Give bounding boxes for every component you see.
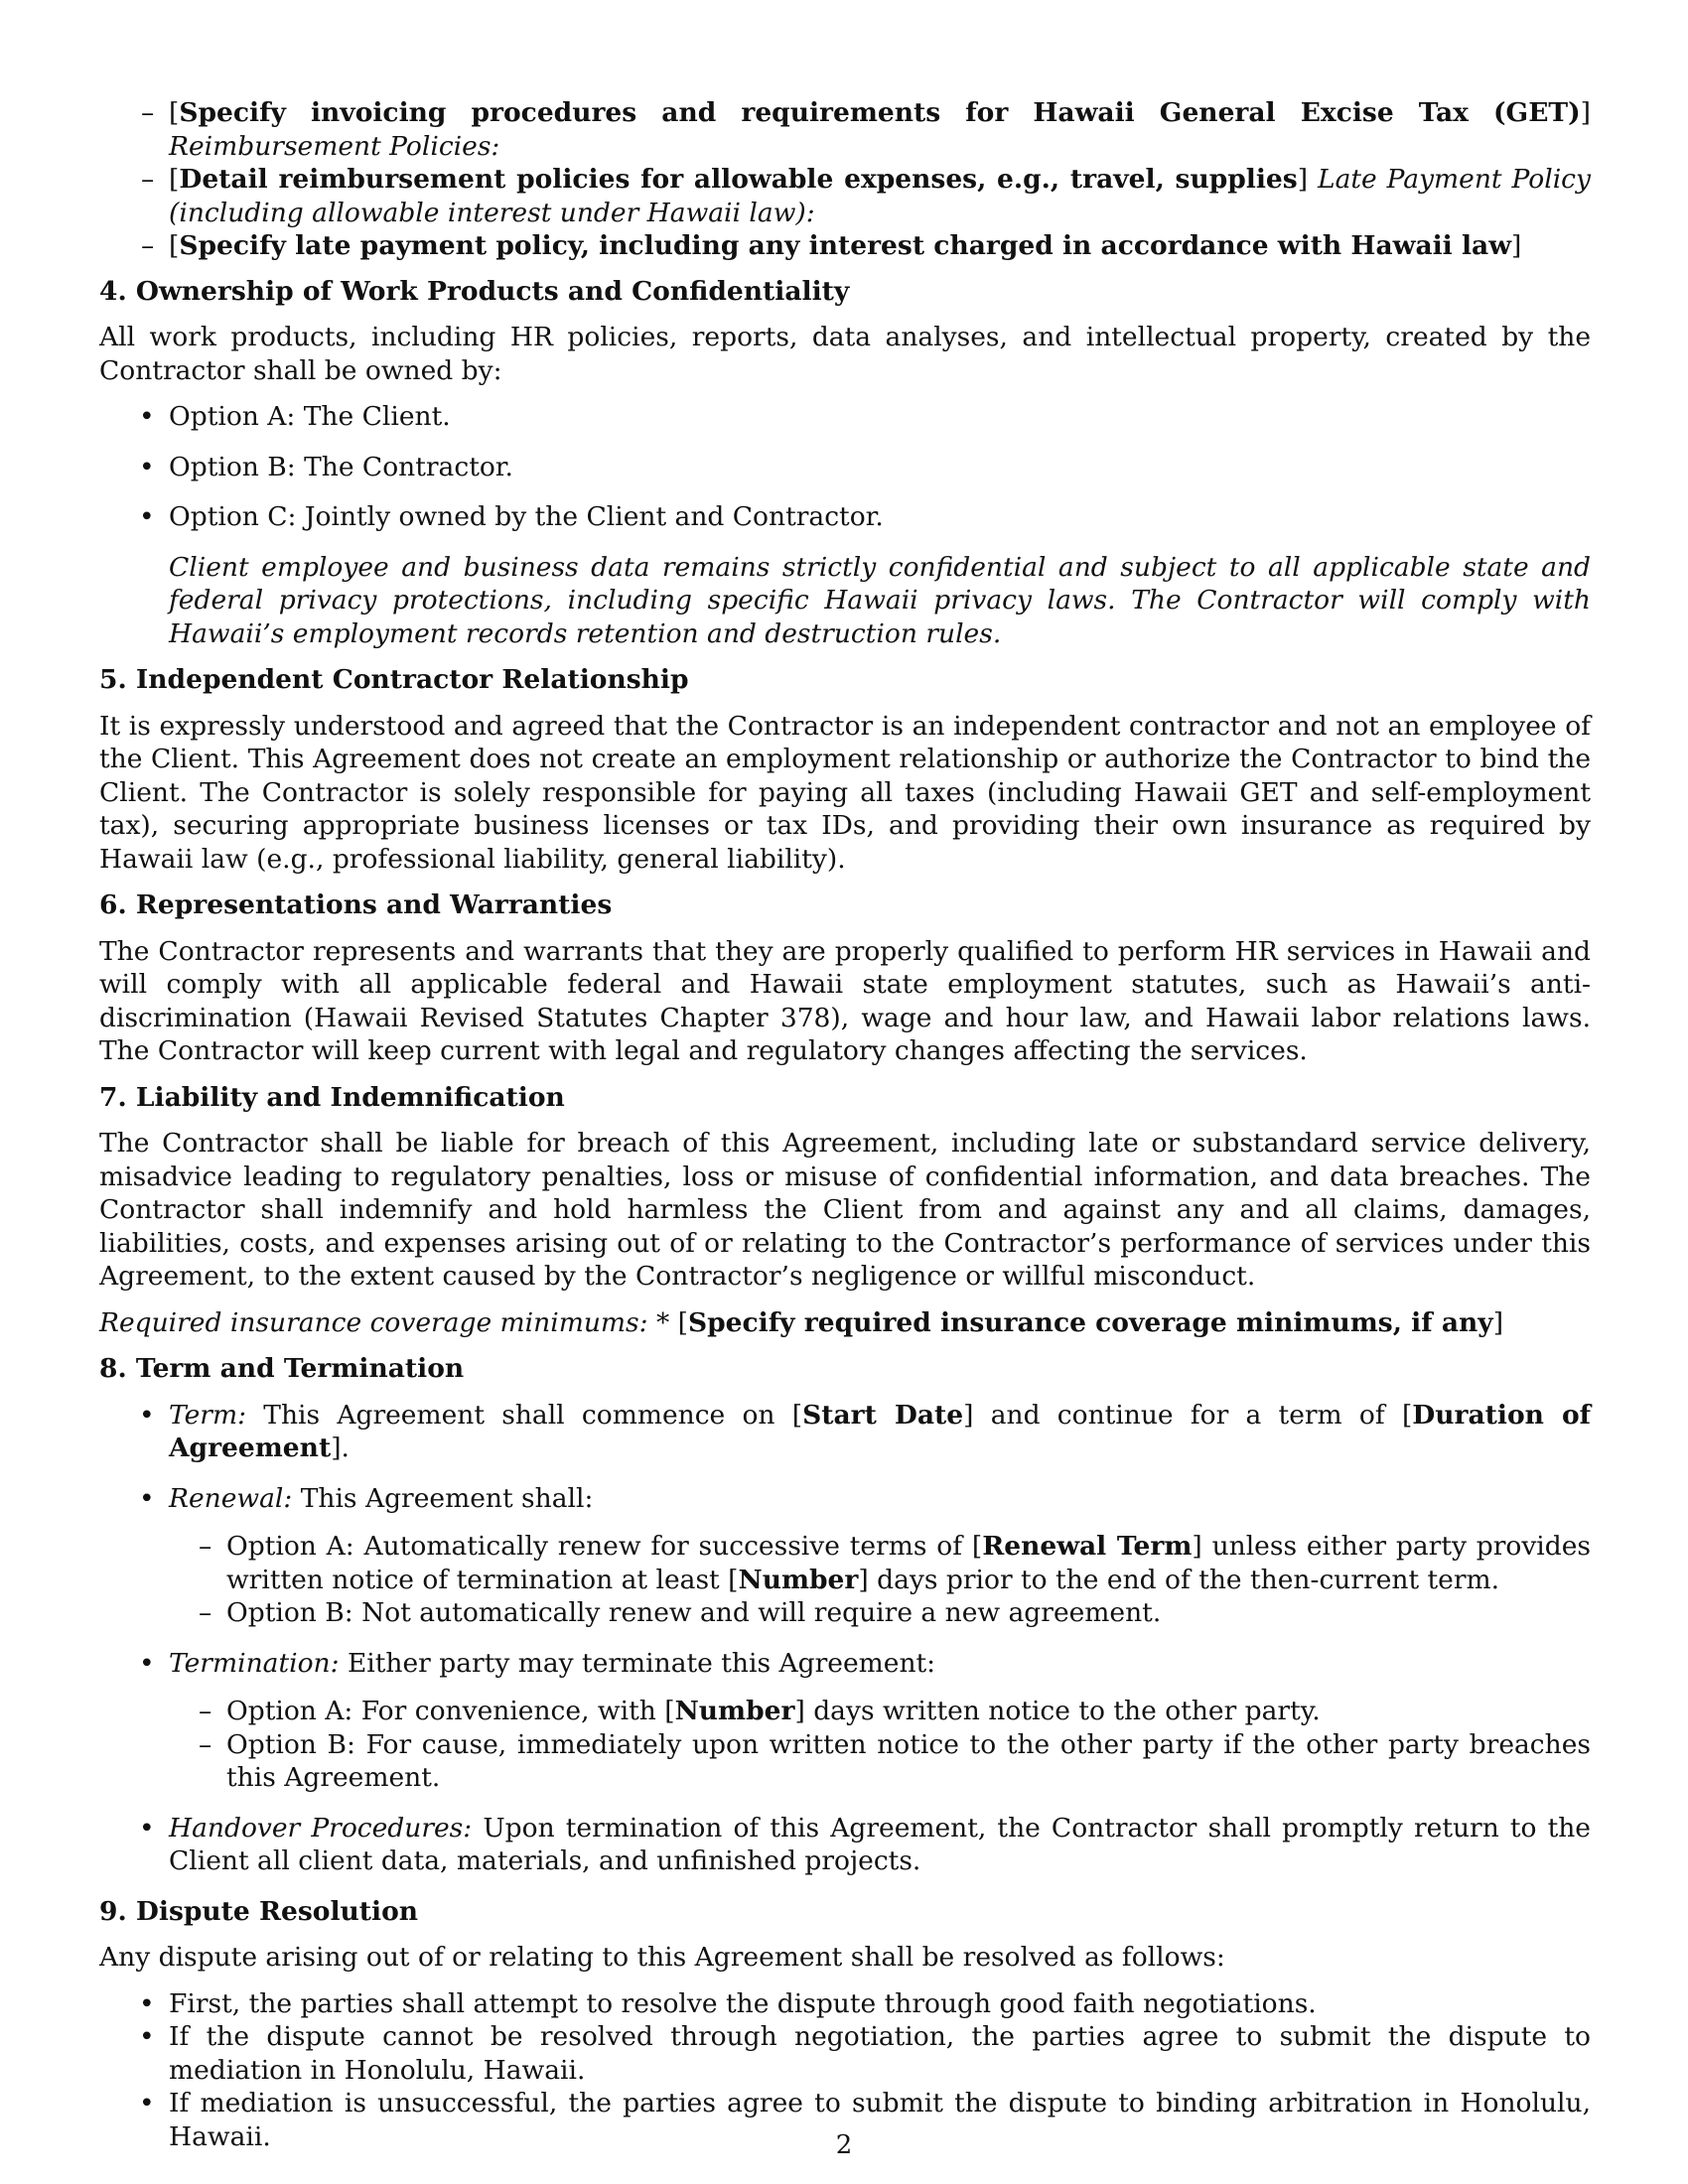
termination-options [169, 1695, 1591, 1795]
start-date-placeholder: Start Date [802, 1399, 964, 1431]
list-item: – Option B: For cause, immediately upon written notice to the other party if the other party breaches this Agreement. [199, 1728, 1591, 1793]
section9-intro: Any dispute arising out of or relating to this Agreement shall be resolved as follows: [99, 1942, 1225, 1973]
list-item: • If the dispute cannot be resolved through negotiation, the parties agree to submit the dispute to mediation in Honolulu, Hawaii. [139, 2021, 1591, 2086]
section4-heading: 4. Ownership of Work Products and Confidentiality [99, 275, 850, 307]
handover-item: • Handover Procedures: Upon termination of this Agreement, the Contractor shall promptly return to the Client all client data, materials, and unfinished projects. [139, 1812, 1591, 1876]
list-item: – [Specify late payment policy, including any interest charged in accordance with Hawaii law] [141, 230, 1522, 261]
confidentiality-note: Client employee and business data remains strictly confidential and subject to all applicable state and federal privacy protections, including specific Hawaii privacy laws. The Contractor will comply with Hawaii’s employment records retention and destruction rules. [169, 551, 1591, 649]
list-item: – Option A: For convenience, with [Number] days written notice to the other party. [199, 1696, 1321, 1726]
termination-item: • Termination: Either party may terminate this Agreement: – Option A: For convenience, with [Number] days written notice to the other party. – Option B: For cause, immediately upon written notice to the other party if the other party breaches this Agreement. [139, 1647, 1591, 1793]
section7-heading: 7. Liability and Indemnification [99, 1081, 565, 1113]
section5-body: It is expressly understood and agreed that the Contractor is an independent contractor and not an employee of the Client. This Agreement does not create an employment relationship or authorize the Contractor to bind the Client. The Contractor is solely responsible for paying all taxes (including Hawaii GET and self-employment tax), securing appropriate business licenses or tax IDs, and providing their own insurance as required by Hawaii law (e.g., professional liability, general liability). [99, 710, 1591, 875]
list-item: • First, the parties shall attempt to resolve the dispute through good faith negotiations. [139, 1987, 1317, 2019]
section3-payment-list [99, 96, 1591, 263]
term-item: • Term: This Agreement shall commence on [Start Date] and continue for a term of [Duration of Agreement]. [139, 1399, 1592, 1463]
term-termination-list [99, 1399, 1591, 1878]
duration-placeholder: Duration of Agreement [169, 1399, 1592, 1463]
renewal-item: • Renewal: This Agreement shall: – Option A: Automatically renew for successive terms of [Renewal Term] unless either party provides written notice of termination at least [Number] days prior to the end of the then-current term. – Option B: Not automatically renew and will require a new agreement. [139, 1482, 1592, 1628]
list-item: – [Specify invoicing procedures and requirements for Hawaii General Excise Tax (GET)] Reimbursement Policies: [141, 97, 1591, 162]
renewal-options [169, 1530, 1591, 1630]
ownership-options [99, 400, 1591, 534]
section4-intro: All work products, including HR policies, reports, data analyses, and intellectual property, created by the Contractor shall be owned by: [99, 322, 1591, 386]
list-item: • Option C: Jointly owned by the Client and Contractor. [139, 501, 884, 532]
list-item: • If mediation is unsuccessful, the parties agree to submit the dispute to binding arbitration in Honolulu, Hawaii. [139, 2088, 1591, 2152]
list-item: – [Detail reimbursement policies for allowable expenses, e.g., travel, supplies] Late Payment Policy (including allowable interest under Hawaii law): [141, 164, 1591, 228]
list-item: • Option B: The Contractor. [139, 451, 513, 482]
section5-heading: 5. Independent Contractor Relationship [99, 664, 689, 695]
section6-heading: 6. Representations and Warranties [99, 889, 613, 920]
section6-body: The Contractor represents and warrants that they are properly qualified to perform HR services in Hawaii and will comply with all applicable federal and Hawaii state employment statutes, such as Hawaii’s anti-discrimination (Hawaii Revised Statutes Chapter 378), wage and hour law, and Hawaii labor relations laws. The Contractor will keep current with legal and regulatory changes affecting the services. [99, 935, 1591, 1066]
list-item: – Option A: Automatically renew for successive terms of [Renewal Term] unless either party provides written notice of termination at least [Number] days prior to the end of the then-current term. [199, 1531, 1592, 1595]
list-item: • Option A: The Client. [139, 401, 451, 432]
document-page [99, 96, 1591, 2153]
list-item: – Option B: Not automatically renew and will require a new agreement. [199, 1597, 1162, 1628]
section9-heading: 9. Dispute Resolution [99, 1895, 419, 1927]
section7-body: The Contractor shall be liable for breach of this Agreement, including late or substandard service delivery, misadvice leading to regulatory penalties, loss or misuse of confidential information, and data breaches. The Contractor shall indemnify and hold harmless the Client from and against any and all claims, damages, liabilities, costs, and expenses arising out of or relating to the Contractor’s performance of services under this Agreement, to the extent caused by the Contractor’s negligence or willful misconduct. [99, 1128, 1591, 1292]
dispute-steps [99, 1987, 1591, 2154]
section8-heading: 8. Term and Termination [99, 1353, 465, 1384]
insurance-minimums: Required insurance coverage minimums: * [Specify required insurance coverage minimums, if any] [99, 1306, 1504, 1338]
page-number: 2 [835, 2130, 853, 2160]
